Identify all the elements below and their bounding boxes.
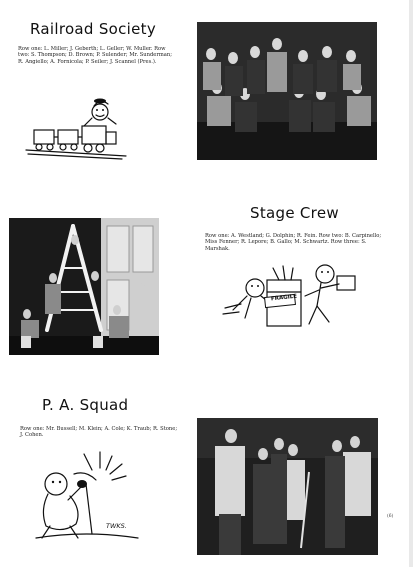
fragile-sign-text: FRAGILE — [270, 293, 298, 303]
pa-squad-caption: Row one: Mr. Bussell; M. Klein; A. Cole; K. Traub; R. Stone; J. Cohen. — [20, 426, 178, 439]
railroad-society-caption: Row one: L. Miller; J. Geberth; L. Geller; W. Muller. Row two: S. Thompson; D. Brown; P. Sulender; Mr. Sunderman; R. Angiello; A. Fornicola; P. Seiler; J. Scannel (Pres.). — [18, 46, 172, 65]
page-folio: (6) — [387, 514, 394, 519]
railroad-society-group-photo — [197, 22, 377, 160]
page-edge-divider — [409, 0, 413, 567]
pa-squad-group-photo — [197, 418, 378, 555]
railroad-society-title: Railroad Society — [30, 20, 157, 38]
railroad-cartoon-image — [22, 96, 132, 160]
stage-crew-cartoon-image — [221, 258, 371, 332]
stage-crew-caption: Row one: A. Westland; G. Dolphin; R. Fein. Row two: B. Carpinello; Miss Fenner; R. Lepore; B. Gallo; M. Schwartz. Row three: S. Marshak. — [205, 233, 382, 252]
stage-crew-title: Stage Crew — [250, 204, 339, 222]
pa-squad-cartoon-image — [26, 450, 156, 542]
pa-squad-title: P. A. Squad — [42, 396, 129, 414]
cartoon-artist-signature: TWKS. — [106, 522, 127, 530]
stage-crew-group-photo — [9, 218, 159, 355]
